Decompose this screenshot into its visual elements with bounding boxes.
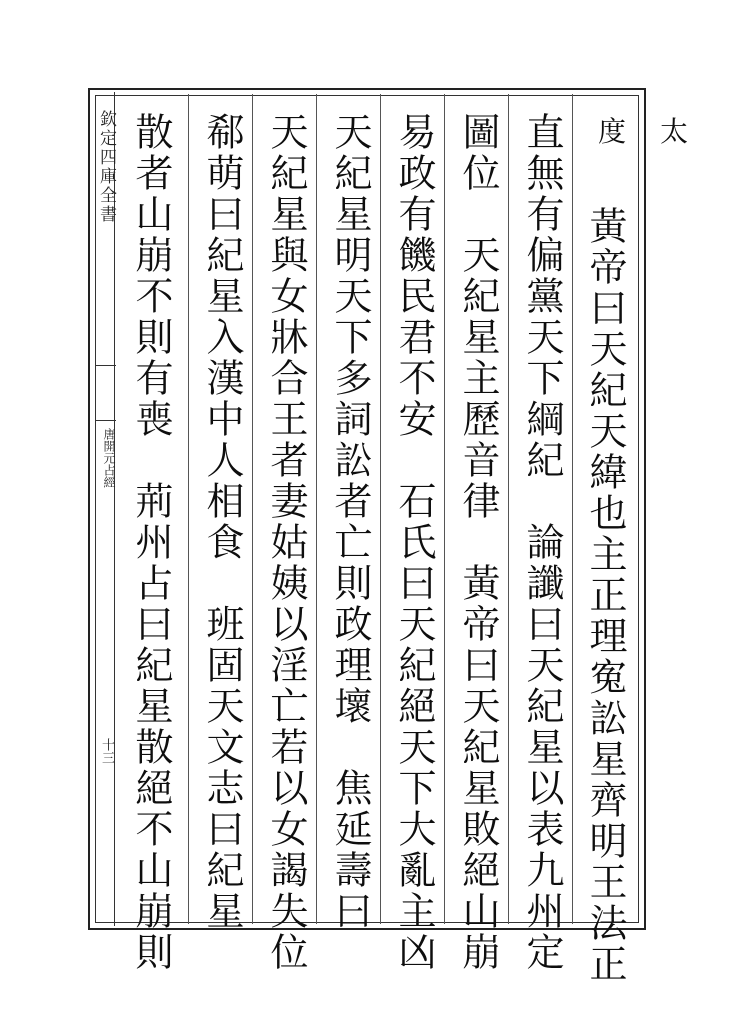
column-rule [188,94,189,924]
text-column-8: 郗萌曰紀星入漢中人相食 班固天文志曰紀星 [200,112,244,932]
column-rule [444,94,445,924]
text-column-1: 度 太 [598,115,692,148]
text-column-4: 圖位 天紀星主歷音律 黃帝曰天紀星敗絕山崩 [456,112,500,973]
text-column-6: 天紀星明天下多詞訟者亡則政理壞 焦延壽曰 [328,112,372,932]
fish-tail-mark [96,365,116,366]
column-rule [316,94,317,924]
text-column-2: 黃帝曰天紀天緯也主正理寃訟星齊明王法正 [583,165,627,985]
margin-section-title: 唐開元占經 [102,428,116,488]
margin-page-number: 十三 [99,738,114,764]
text-column-7: 天紀星與女牀合王者妻姑姨以淫亡若以女謁失位 [264,112,308,973]
margin-book-title: 欽定四庫全書 [96,110,116,224]
text-column-9: 散者山崩不則有喪 荊州占曰紀星散絕不山崩則 [129,112,173,973]
text-column-3: 直無有偏黨天下綱紀 論讖曰天紀星以表九州定 [520,112,564,973]
column-rule [508,94,509,924]
fish-tail-mark-lower [96,420,116,421]
column-rule [380,94,381,924]
text-column-5: 易政有饑民君不安 石氏曰天紀絕天下大亂主凶 [392,112,436,973]
column-rule [572,94,573,924]
column-rule [252,94,253,924]
